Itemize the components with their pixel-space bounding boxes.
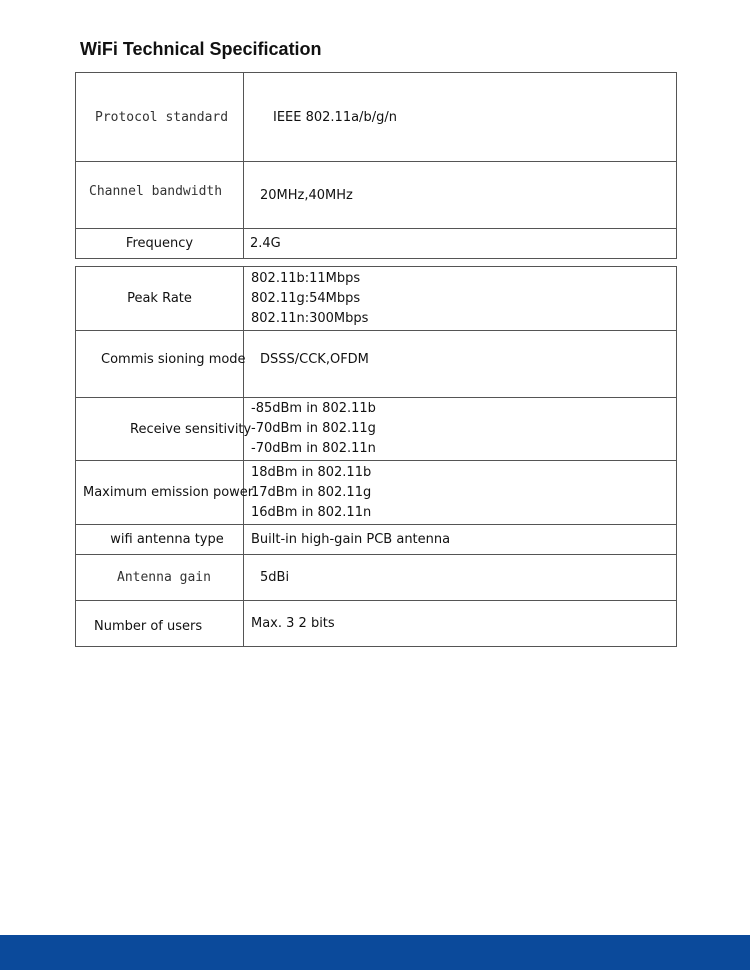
label-cell [76,555,244,601]
row-value: 2.4G [250,236,281,251]
row-label: Receive sensitivity [130,421,252,437]
label-cell [76,461,254,525]
row-label: Antenna gain [117,570,211,585]
row-label: Channel bandwidth [89,183,223,199]
table-row [76,73,677,162]
row-value-line: 17dBm in 802.11g [251,484,372,500]
row-value-line: 16dBm in 802.11n [251,504,372,520]
row-value: 20MHz,40MHz [260,187,353,203]
row-value: DSSS/CCK,OFDM [260,351,369,367]
row-label: Commis sioning mode [101,351,246,367]
row-label: Frequency [125,236,194,251]
table-row [76,162,677,229]
label-cell [76,162,244,229]
value-cell [244,229,677,259]
row-value-line: -85dBm in 802.11b [251,401,376,416]
row-value-line: 802.11b:11Mbps [251,270,361,286]
row-label: wifi antenna type [110,532,224,547]
value-cell [244,267,677,331]
row-label: Number of users [94,619,203,634]
value-cell [244,601,677,647]
table-row [76,229,677,259]
table-row [76,398,677,461]
label-cell [76,267,244,331]
value-cell [244,461,677,525]
row-value: Max. 3 2 bits [251,616,335,631]
row-label: Peak Rate [127,291,192,306]
row-value-line: 802.11g:54Mbps [251,290,361,306]
row-value-line: 802.11n:300Mbps [251,310,369,326]
row-value-line: -70dBm in 802.11g [251,421,376,436]
row-value-line: -70dBm in 802.11n [251,441,376,456]
value-cell [244,555,677,601]
label-cell [76,601,244,647]
page-title: WiFi Technical Specification [80,39,322,59]
table-row [76,555,677,601]
value-cell [244,398,677,461]
table-row [76,267,677,331]
table-row [76,331,677,398]
label-cell [76,229,244,259]
row-value-line: 18dBm in 802.11b [251,464,372,480]
label-cell [76,73,244,162]
value-cell [244,525,677,555]
spec-table-general [75,72,677,259]
row-value: Built-in high-gain PCB antenna [251,532,451,547]
spec-table-performance [75,266,677,647]
table-row [76,601,677,647]
row-label: Protocol standard [95,109,229,125]
label-cell [76,398,252,461]
row-label: Maximum emission power [83,485,254,500]
table-row [76,525,677,555]
value-cell [244,162,677,229]
row-value: IEEE 802.11a/b/g/n [273,109,397,125]
label-cell [76,525,244,555]
value-cell [244,331,677,398]
footer-bar [0,935,750,970]
row-value: 5dBi [260,570,290,585]
table-row [76,461,677,525]
value-cell [244,73,677,162]
label-cell [76,331,244,398]
